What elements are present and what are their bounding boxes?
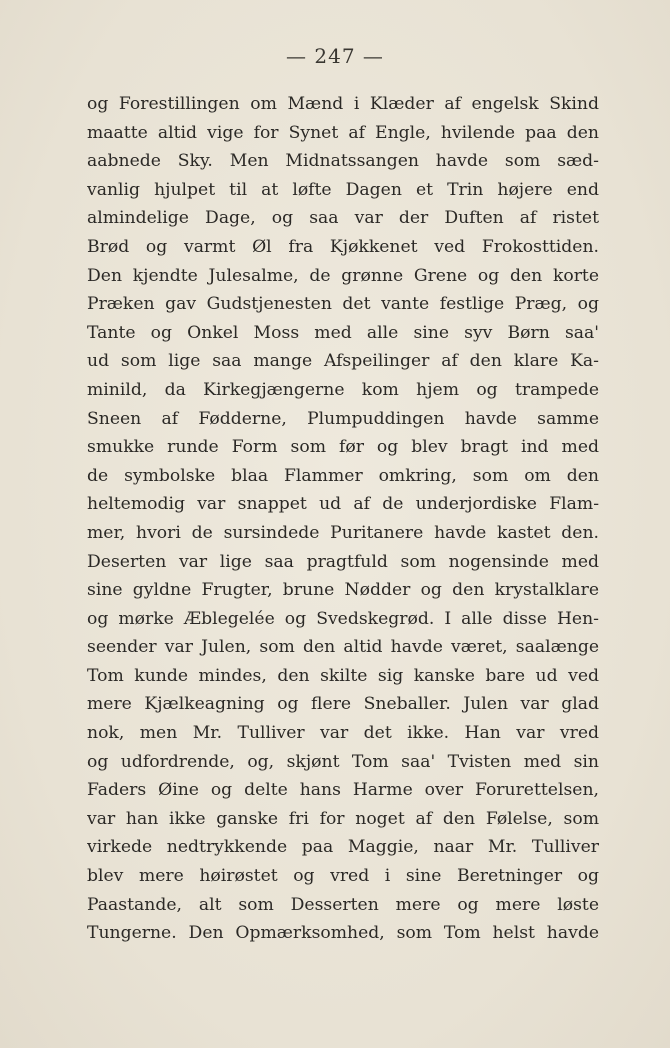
text-line: Tom kunde mindes, den skilte sig kanske bare ud ved: [87, 665, 599, 686]
text-line: Paastande, alt som Desserten mere og mere løste: [87, 894, 599, 915]
text-line: aabnede Sky. Men Midnatssangen havde som sæd-: [87, 151, 599, 172]
text-line: og mørke Æblegeléе og Svedskegrød. I alle disse Hen-: [87, 608, 599, 629]
text-line: Præken gav Gudstjenesten det vante festlige Præg, og: [87, 294, 599, 315]
text-line: nok, men Mr. Tulliver var det ikke. Han var vred: [87, 723, 599, 744]
text-line: mere Kjælkeagning og flere Sneballer. Julen var glad: [87, 694, 599, 715]
text-line: minild, da Kirkegjængerne kom hjem og trampede: [87, 379, 599, 400]
text-line: var han ikke ganske fri for noget af den Følelse, som: [87, 808, 599, 829]
text-line: sine gyldne Frugter, brune Nødder og den krystalklare: [87, 580, 599, 601]
text-line: vanlig hjulpet til at løfte Dagen et Trin højere end: [87, 179, 599, 200]
text-line: maatte altid vige for Synet af Engle, hvilende paa den: [87, 122, 599, 143]
text-line: Den kjendte Julesalme, de grønne Grene og den korte: [87, 265, 599, 286]
page-number: — 247 —: [286, 44, 384, 68]
text-line: og udfordrende, og, skjønt Tom saa' Tvisten med sin: [87, 751, 599, 772]
text-line: heltemodig var snappet ud af de underjordiske Flam-: [87, 494, 599, 515]
body-text: [87, 90, 599, 948]
text-line: de symbolske blaa Flammer omkring, som om den: [87, 465, 599, 486]
text-line: seender var Julen, som den altid havde været, saalænge: [87, 637, 599, 658]
text-line: og Forestillingen om Mænd i Klæder af engelsk Skind: [87, 94, 599, 114]
text-line: Deserten var lige saa pragtfuld som nogensinde med: [87, 551, 599, 572]
text-line: almindelige Dage, og saa var der Duften af ristet: [87, 208, 599, 229]
text-line: Sneen af Fødderne, Plumpuddingen havde samme: [87, 408, 599, 429]
text-line: Tungerne. Den Opmærksomhed, som Tom helst havde: [87, 923, 599, 944]
text-line: mer, hvori de sursindede Puritanere havde kastet den.: [87, 522, 599, 543]
text-line: blev mere høirøstet og vred i sine Beretninger og: [87, 866, 599, 887]
text-line: virkede nedtrykkende paa Maggie, naar Mr. Tulliver: [87, 837, 599, 858]
text-line: Faders Øine og delte hans Harme over Forurettelsen,: [87, 780, 599, 801]
text-line: Brød og varmt Øl fra Kjøkkenet ved Frokosttiden.: [87, 236, 599, 257]
text-line: Tante og Onkel Moss med alle sine syv Børn saa': [87, 322, 599, 343]
text-line: smukke runde Form som før og blev bragt ind med: [87, 437, 599, 458]
text-line: ud som lige saa mange Afspeilinger af den klare Ka-: [87, 351, 599, 372]
